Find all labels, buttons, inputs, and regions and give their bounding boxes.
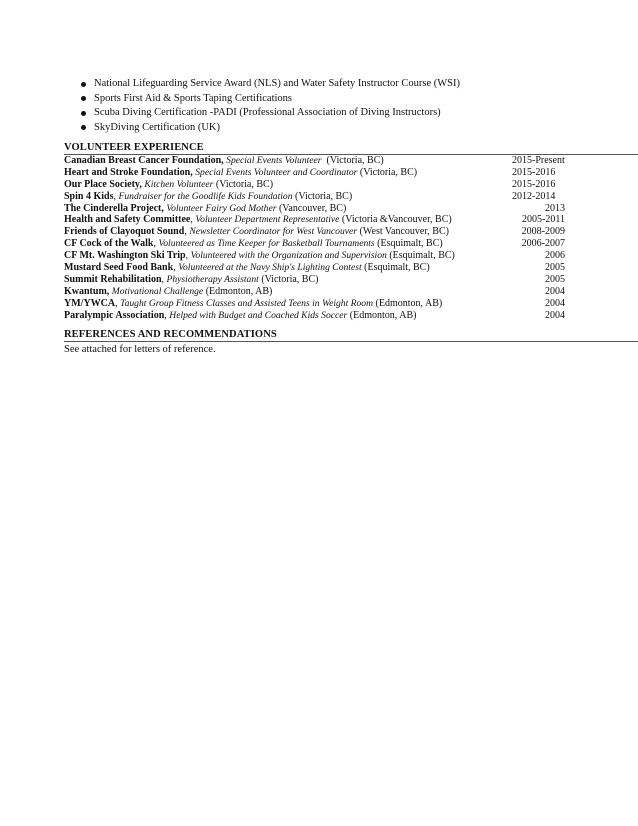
volunteer-dates: 2012-2014 (512, 190, 556, 202)
separator: , (185, 250, 191, 262)
volunteer-location: (Edmonton, AB) (347, 309, 417, 321)
separator: , (164, 309, 170, 321)
volunteer-dates: 2005 (545, 273, 565, 285)
volunteer-role: Helped with Budget and Coached Kids Soccer (169, 309, 348, 321)
volunteer-organization: Paralympic Association (64, 309, 165, 321)
volunteer-heading: VOLUNTEER EXPERIENCE (64, 141, 638, 155)
volunteer-role: Physiotherapy Assistant (166, 273, 259, 285)
volunteer-dates: 2008-2009 (521, 226, 565, 238)
volunteer-organization: Mustard Seed Food Bank (64, 262, 174, 274)
volunteer-location: (Victoria, BC) (357, 166, 418, 178)
certification-text: National Lifeguarding Service Award (NLS) and Water Safety Instructor Course (WSI) (94, 78, 460, 89)
separator: , (153, 238, 159, 250)
volunteer-location: (Esquimalt, BC) (374, 238, 443, 250)
volunteer-dates: 2005 (545, 262, 565, 274)
volunteer-location: (Esquimalt, BC) (361, 262, 430, 274)
volunteer-organization: CF Cock of the Walk (64, 238, 154, 250)
volunteer-row (64, 155, 638, 167)
volunteer-role: Fundraiser for the Goodlife Kids Foundation (118, 190, 293, 202)
volunteer-role: Taught Group Fitness Classes and Assisted Teens in Weight Room (120, 297, 374, 309)
references-heading: REFERENCES AND RECOMMENDATIONS (64, 328, 638, 342)
certification-text: Sports First Aid & Sports Taping Certifications (94, 92, 292, 104)
separator: , (190, 214, 196, 226)
volunteer-location: (Vancouver, BC) (276, 202, 347, 214)
certifications-list (81, 77, 601, 135)
volunteer-location: (Esquimalt, BC) (386, 250, 455, 262)
volunteer-organization: Kwantum, (64, 285, 110, 297)
bullet-icon (81, 125, 86, 130)
volunteer-dates: 2005-2011 (522, 214, 565, 226)
volunteer-dates: 2004 (545, 297, 565, 309)
volunteer-dates: 2004 (545, 285, 565, 297)
volunteer-location: (Victoria &Vancouver, BC) (339, 214, 452, 226)
volunteer-row (64, 214, 638, 226)
references-text: See attached for letters of reference. (64, 344, 216, 355)
volunteer-row (64, 262, 638, 274)
volunteer-row (64, 191, 638, 203)
volunteer-location: (Victoria, BC) (292, 190, 353, 202)
volunteer-row (64, 203, 638, 215)
volunteer-row (64, 298, 638, 310)
volunteer-row (64, 179, 638, 191)
certification-text: Scuba Diving Certification -PADI (Professional Association of Diving Instructors) (94, 107, 441, 118)
volunteer-organization: The Cinderella Project, (64, 202, 164, 214)
volunteer-dates: 2004 (545, 309, 565, 321)
volunteer-dates: 2015-Present (512, 155, 565, 166)
volunteer-organization: Friends of Clayoquot Sound (64, 226, 185, 238)
volunteer-role: Kitchen Volunteer (144, 178, 214, 190)
bullet-icon (81, 96, 86, 101)
volunteer-role: Special Events Volunteer and Coordinator (195, 166, 358, 178)
volunteer-list (64, 155, 638, 321)
volunteer-organization: Summit Rehabilitation (64, 273, 162, 285)
volunteer-organization: CF Mt. Washington Ski Trip (64, 250, 186, 262)
volunteer-row (64, 238, 638, 250)
volunteer-dates: 2013 (545, 202, 565, 214)
volunteer-role: Volunteer Department Representative (195, 214, 340, 226)
volunteer-role: Volunteered at the Navy Ship's Lighting Contest (178, 262, 362, 274)
volunteer-dates: 2015-2016 (512, 178, 556, 190)
volunteer-organization: Spin 4 Kids (64, 190, 114, 202)
list-item (81, 121, 601, 136)
list-item (81, 106, 601, 121)
volunteer-role: Volunteered with the Organization and Supervision (190, 250, 387, 262)
certification-text: SkyDiving Certification (UK) (94, 121, 220, 133)
volunteer-role: Motivational Challenge (111, 285, 204, 297)
separator: , (184, 226, 190, 238)
volunteer-location: (Victoria, BC) (213, 178, 274, 190)
volunteer-dates: 2006-2007 (521, 238, 565, 250)
volunteer-role: Newsletter Coordinator for West Vancouver (189, 226, 358, 238)
volunteer-organization: Our Place Society, (64, 178, 142, 190)
volunteer-location: (Edmonton, AB) (373, 297, 443, 309)
volunteer-location: (Edmonton, AB) (203, 285, 273, 297)
volunteer-dates: 2006 (545, 250, 565, 262)
separator: , (161, 273, 167, 285)
volunteer-role: Volunteered as Time Keeper for Basketball Tournaments (158, 238, 375, 250)
volunteer-role: Special Events Volunteer (226, 155, 322, 166)
volunteer-organization: Canadian Breast Cancer Foundation, (64, 155, 224, 166)
volunteer-dates: 2015-2016 (512, 166, 556, 178)
bullet-icon (81, 111, 86, 116)
volunteer-location: (West Vancouver, BC) (357, 226, 449, 238)
volunteer-row (64, 167, 638, 179)
separator: , (173, 262, 179, 274)
volunteer-organization: Heart and Stroke Foundation, (64, 166, 193, 178)
separator: , (113, 190, 119, 202)
volunteer-row (64, 286, 638, 298)
volunteer-location: (Victoria, BC) (258, 273, 319, 285)
volunteer-row (64, 226, 638, 238)
volunteer-organization: YM/YWCA (64, 297, 116, 309)
list-item (81, 77, 601, 92)
volunteer-organization: Health and Safety Committee (64, 214, 191, 226)
volunteer-row (64, 310, 638, 322)
volunteer-row (64, 250, 638, 262)
volunteer-role: Volunteer Fairy God Mother (166, 202, 277, 214)
bullet-icon (81, 82, 86, 87)
separator: , (115, 297, 121, 309)
volunteer-location: (Victoria, BC) (321, 155, 384, 166)
volunteer-row (64, 274, 638, 286)
list-item (81, 92, 601, 107)
